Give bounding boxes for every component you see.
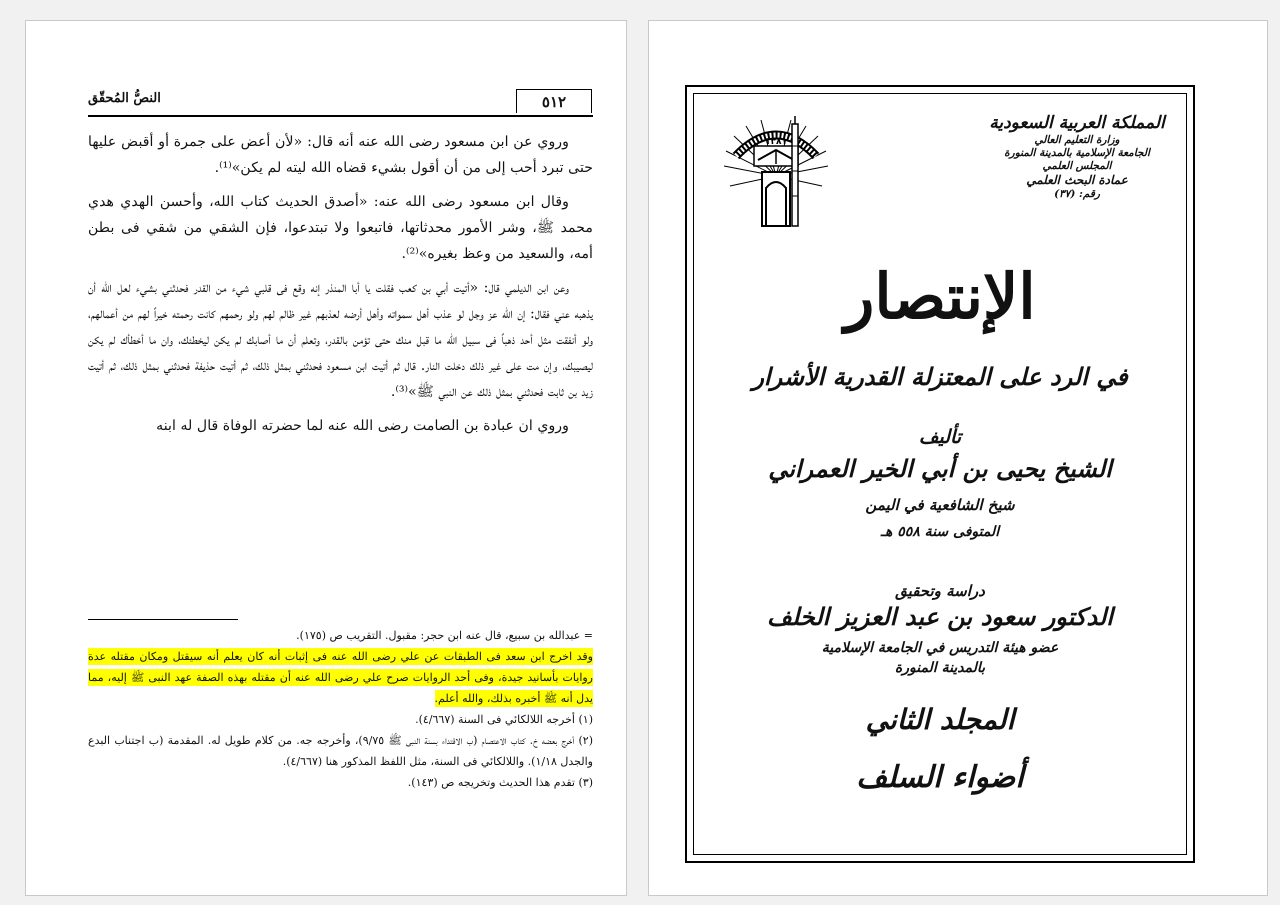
death-date: المتوفى سنة ٥٥٨ هـ [880, 524, 1000, 540]
paragraph: وروي عن ابن مسعود رضى الله عنه أنه قال: «لأن أعض على جمرة أو أقبض عليها حتى تبرد أحب إلى من أن أقول بشيء قضاه الله ليته لم يكن»⁽¹⁾. [88, 134, 593, 176]
paragraph: وعن ابن الديلمي قال: «أتيت أبي بن كعب فقلت يا أبا المنذر إنه وقع فى قلبي شيء من القدر فحدثني بشيء لعل الله أن يذهبه عني فقال: إن الله عز وجل لو عذب أهل سمواته وأهل أرضه لعذبهم غير ظالم لهم ولو رحمهم كانت رحمته خيراً لهم من أعمالهم، ولو أنفقت مثل أحد ذهباً فى سبيل الله ما قبل منك حتى تؤمن بالقدر، وتعلم أن ما أصابك لم يكن ليخطئك، وان ما أخطأك لم يكن ليصيبك، وإن مت على غير ذلك دخلت النار. قال ثم أتيت ابن مسعود فحدثني بمثل ذلك، ثم أتيت حذيفة فحدثني بمثل ذلك، ثم أتيت زيد بن ثابت فحدثني بمثل ذلك عن النبي ﷺ»⁽³⁾. [88, 280, 593, 400]
highlight-text: وقد اخرج ابن سعد فى الطبقات عن علي رضى الله عنه فى إثبات أنه كان يعلم أنه سيقتل ومكان مقتله عدة روايات بأسانيد جيدة، وفى أحد الروايات صرح علي رضى الله عنه أن مقتله بهذه الصفة عهد النبى ﷺ إليه، مما يدل أنه ﷺ أخبره بذلك، والله أعلم. [88, 650, 593, 705]
deanship-name: عمادة البحث العلمي [1026, 173, 1128, 187]
highlighted-footnote [88, 646, 593, 709]
ministry-name: وزارة التعليم العالي [1034, 134, 1120, 146]
council-name: المجلس العلمي [1042, 160, 1112, 172]
page-number: ٥١٢ [516, 89, 592, 113]
institution-block [982, 112, 1172, 201]
university-name: الجامعة الإسلامية بالمدينة المنورة [1004, 147, 1150, 159]
footnotes [88, 625, 593, 793]
university-emblem-icon [716, 116, 836, 236]
publisher-name: أضواء السلف [856, 760, 1024, 795]
editor-location: بالمدينة المنورة [894, 660, 986, 676]
page-header [88, 89, 593, 117]
study-label: دراسة وتحقيق [895, 582, 985, 600]
footnote-divider [88, 619, 238, 620]
emblem-year: ١٣٨١ [765, 137, 787, 147]
series-number: رقم: (٣٧) [1054, 188, 1100, 200]
editor-description: عضو هيئة التدريس في الجامعة الإسلامية [821, 640, 1059, 656]
footnote-continuation: = عبدالله بن سبيع، قال عنه ابن حجر: مقبول. التقريب ص (١٧٥). [296, 629, 593, 642]
title-frame-outer [685, 85, 1195, 863]
right-page [648, 20, 1268, 896]
footnote-1: (١) أخرجه اللالكائي فى السنة (٤/٦٦٧). [415, 713, 593, 726]
authorship-label: تأليف [918, 426, 962, 448]
book-subtitle: في الرد على المعتزلة القدرية الأشرار [752, 362, 1128, 391]
author-description: شيخ الشافعية في اليمن [865, 496, 1015, 514]
footnote-3: (٣) تقدم هذا الحديث وتخريجه ص (١٤٣). [407, 776, 593, 789]
kingdom-name: المملكة العربية السعودية [989, 113, 1165, 133]
paragraph: وروي ان عبادة بن الصامت رضى الله عنه لما حضرته الوفاة قال له ابنه [156, 418, 569, 434]
author-name: الشيخ يحيى بن أبي الخير العمراني [768, 454, 1112, 483]
paragraph: وقال ابن مسعود رضى الله عنه: «أصدق الحديث كتاب الله، وأحسن الهدي هدي محمد ﷺ، وشر الأمور محدثاتها، فاتبعوا ولا تبتدعوا، فإن الشقي من شقي فى بطن أمه، والسعيد من وعظ بغيره»⁽²⁾. [88, 194, 593, 262]
title-frame-inner [693, 93, 1187, 855]
running-title: النصُّ المُحقّق [88, 91, 161, 106]
footnote-2: (٢) أخرج بعضه خ. كتاب الاعتصام (ب الاقتداء بسنة النبى ﷺ ٩/٧٥)، وأخرجه جه. من كلام طويل له. المقدمة (ب اجتناب البدع والجدل ١/١٨). واللالكائي فى السنة، مثل اللفظ المذكور هنا (٤/٦٦٧). [88, 734, 593, 768]
left-page [25, 20, 627, 896]
main-text [88, 129, 593, 447]
volume-label: المجلد الثاني [865, 703, 1015, 736]
editor-name: الدكتور سعود بن عبد العزيز الخلف [767, 602, 1113, 631]
book-title: الإنتصار [844, 260, 1036, 333]
